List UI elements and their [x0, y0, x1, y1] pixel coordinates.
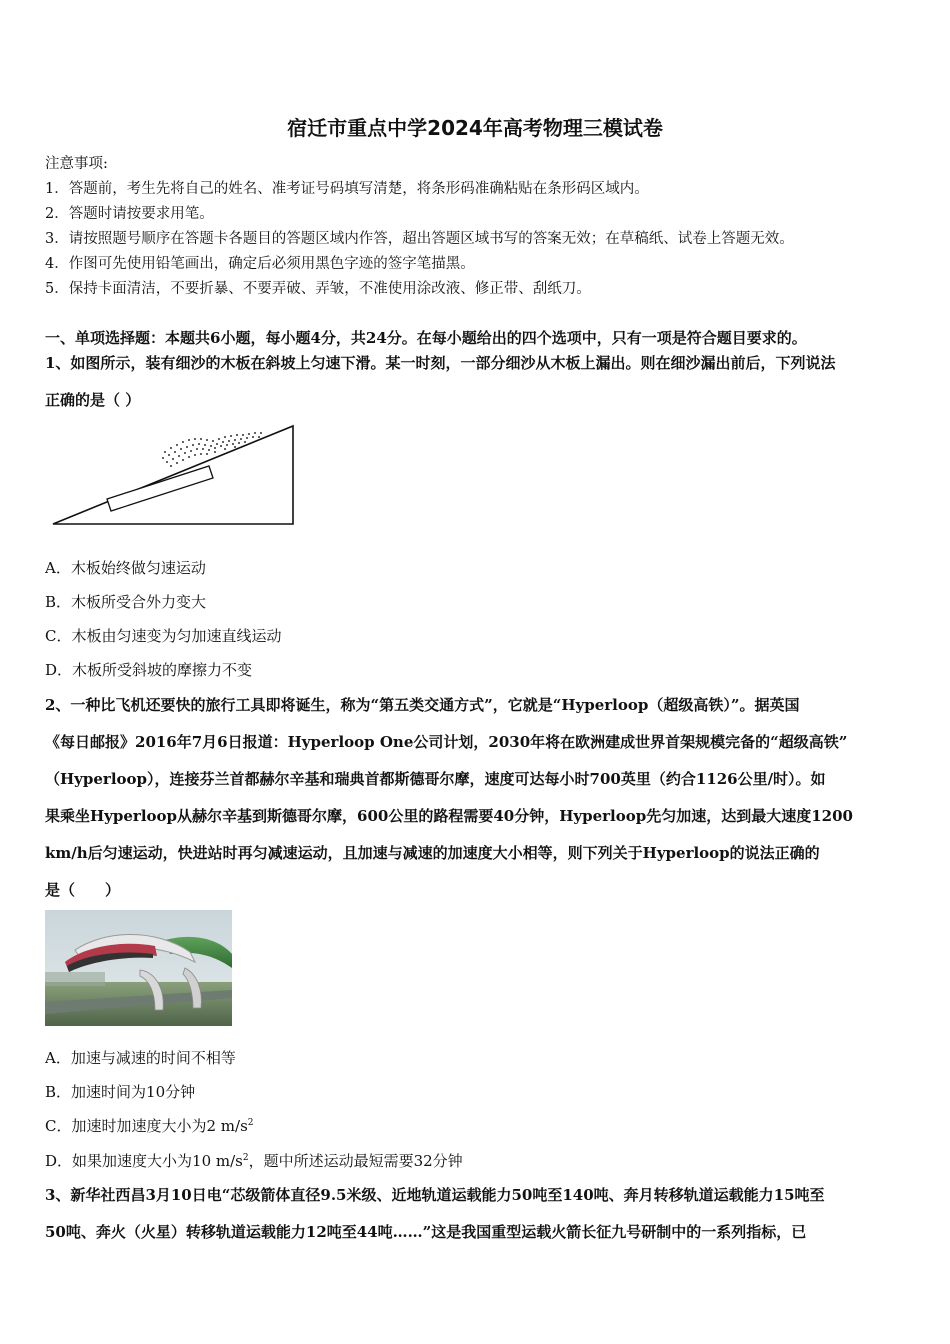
- notice-item: 4．作图可先使用铅笔画出，确定后必须用黑色字迹的签字笔描黑。: [45, 256, 475, 272]
- q2-option-c: [45, 1115, 254, 1136]
- q2-option-a: A．加速与减速的时间不相等: [45, 1049, 236, 1067]
- q1-stem-line: 正确的是（ ）: [45, 391, 141, 409]
- q1-option-a: A．木板始终做匀速运动: [45, 559, 206, 577]
- notice-item: 5．保持卡面清洁，不要折暴、不要弄破、弄皱，不准使用涂改液、修正带、刮纸刀。: [45, 281, 591, 297]
- q2-stem-line: 果乘坐Hyperloop从赫尔辛基到斯德哥尔摩，600公里的路程需要40分钟，Hyperloop先匀加速，达到最大速度1200: [45, 807, 853, 825]
- q2-option-c-exponent: 2: [247, 1118, 254, 1128]
- incline-board-figure: [45, 420, 300, 532]
- section-heading: 一、单项选择题：本题共6小题，每小题4分，共24分。在每小题给出的四个选项中，只有一项是符合题目要求的。: [45, 329, 807, 347]
- q1-stem-line: 1、如图所示，装有细沙的木板在斜坡上匀速下滑。某一时刻，一部分细沙从木板上漏出。则在细沙漏出前后，下列说法: [45, 354, 836, 372]
- notice-heading: 注意事项:: [45, 156, 108, 172]
- page-title: 宿迁市重点中学2024年高考物理三模试卷: [287, 116, 663, 140]
- q2-stem-line: 2、一种比飞机还要快的旅行工具即将诞生，称为“第五类交通方式”，它就是“Hyperloop（超级高铁）”。据英国: [45, 696, 800, 714]
- q2-option-c-text: C．加速时加速度大小为2 m/s: [45, 1117, 248, 1135]
- q1-option-b: B．木板所受合外力变大: [45, 593, 207, 611]
- q2-option-d-text: D．如果加速度大小为10 m/s: [45, 1152, 243, 1170]
- notice-item: 1．答题前，考生先将自己的姓名、准考证号码填写清楚，将条形码准确粘贴在条形码区域内。: [45, 181, 649, 197]
- q3-stem-line: 50吨、奔火（火星）转移轨道运载能力12吨至44吨……”这是我国重型运载火箭长征九号研制中的一系列指标，已: [45, 1223, 807, 1241]
- q2-option-b: B．加速时间为10分钟: [45, 1083, 196, 1101]
- q1-option-c: C．木板由匀速变为匀加速直线运动: [45, 627, 282, 645]
- notice-item: 3．请按照题号顺序在答题卡各题目的答题区域内作答，超出答题区域书写的答案无效；在草稿纸、试卷上答题无效。: [45, 231, 794, 247]
- q1-option-d: D．木板所受斜坡的摩擦力不变: [45, 661, 253, 679]
- q2-stem-line: 是（ ）: [45, 881, 121, 899]
- q2-option-d-exponent: 2: [242, 1153, 249, 1163]
- notice-item: 2．答题时请按要求用笔。: [45, 206, 214, 222]
- q2-option-d-text-rest: ，题中所述运动最短需要32分钟: [248, 1152, 463, 1170]
- q3-stem-line: 3、新华社西昌3月10日电“芯级箭体直径9.5米级、近地轨道运载能力50吨至140吨、奔月转移轨道运载能力15吨至: [45, 1186, 825, 1204]
- q2-stem-line: km/h后匀速运动，快进站时再匀减速运动，且加速与减速的加速度大小相等，则下列关于Hyperloop的说法正确的: [45, 844, 820, 862]
- q2-stem-line: 《每日邮报》2016年7月6日报道：Hyperloop One公司计划，2030年将在欧洲建成世界首架规模完备的“超级高铁”: [45, 733, 848, 751]
- hyperloop-photo: [45, 910, 232, 1026]
- q2-option-d: [45, 1150, 463, 1171]
- q2-stem-line: （Hyperloop），连接芬兰首都赫尔辛基和瑞典首都斯德哥尔摩，速度可达每小时700英里（约合1126公里/时）。如: [45, 770, 826, 788]
